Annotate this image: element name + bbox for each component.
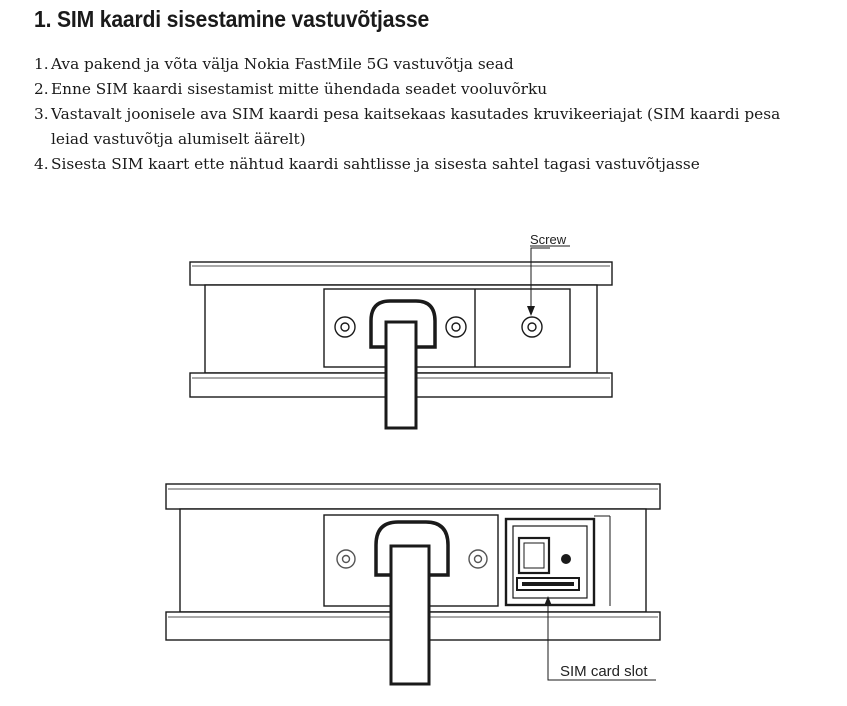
receiver-open-drawing xyxy=(166,484,660,684)
receiver-top-plate xyxy=(190,262,612,285)
receiver-closed-drawing xyxy=(190,248,612,428)
cable xyxy=(391,546,429,684)
status-led-icon xyxy=(561,554,571,564)
section-title: 1. SIM kaardi sisestamine vastuvõtjasse xyxy=(34,6,430,32)
step-text: Sisesta SIM kaart ette nähtud kaardi sahtlisse ja sisesta sahtel tagasi vastuvõtjasse xyxy=(51,155,700,173)
receiver-top-plate xyxy=(166,484,660,509)
step-number: 4. xyxy=(34,155,49,173)
step-number: 2. xyxy=(34,80,49,98)
screw-label: Screw xyxy=(530,232,567,247)
step-text: Enne SIM kaardi sisestamist mitte ühendada seadet vooluvõrku xyxy=(51,80,548,98)
sim-slot-label: SIM card slot xyxy=(560,663,648,680)
cable xyxy=(386,322,416,428)
step-number: 3. xyxy=(34,105,49,123)
step-text: Vastavalt joonisele ava SIM kaardi pesa kaitsekaas kasutades kruvikeeriajat (SIM kaardi pesa leiad vastuvõtja alumiselt äärelt) xyxy=(51,105,781,148)
step-text: Ava pakend ja võta välja Nokia FastMile 5G vastuvõtja sead xyxy=(51,55,514,73)
step-number: 1. xyxy=(34,55,49,73)
